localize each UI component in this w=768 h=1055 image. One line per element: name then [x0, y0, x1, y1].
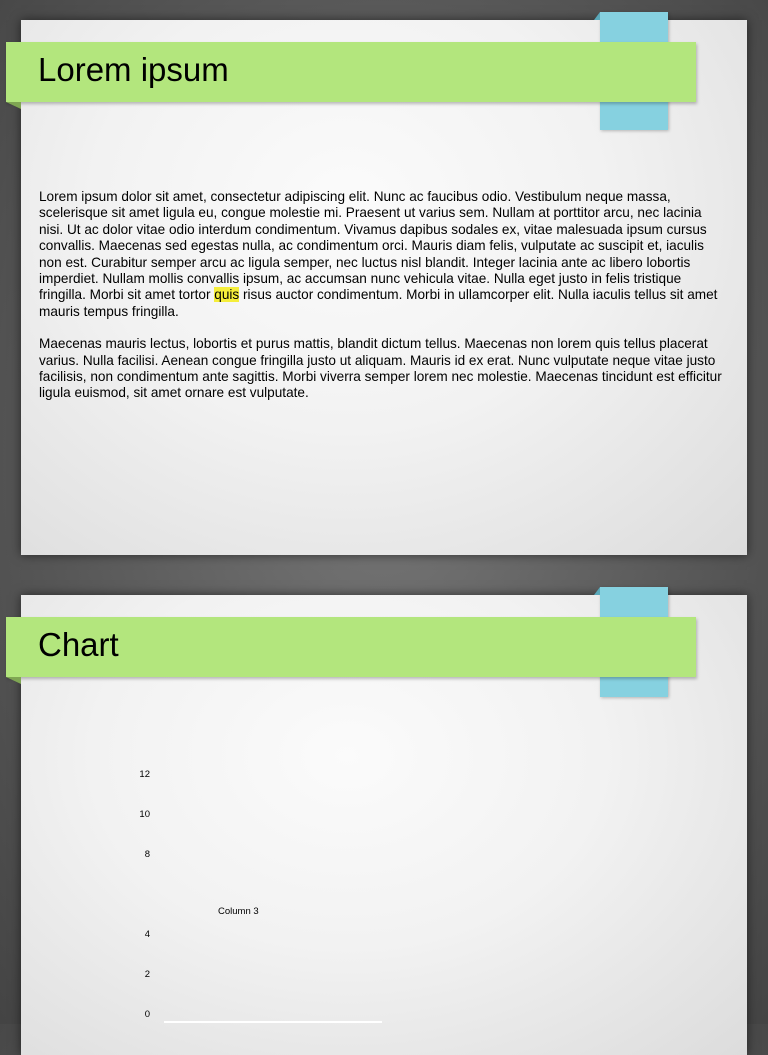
slide-chart[interactable]	[21, 595, 747, 1055]
paragraph-2: Maecenas mauris lectus, lobortis et purus mattis, blandit dictum tellus. Maecenas non lorem quis tellus placerat varius. Nulla facilisi. Aenean congue fringilla justo ut aliquam. Mauris id ex erat. Nunc vulputate neque vitae justo facilisis, non condimentum ante sagittis. Morbi viverra semper lorem nec molestie. Maecenas tincidunt est efficitur ligula euismod, sit amet ornare est vulputate.	[39, 336, 722, 401]
legend-entry: Column 3	[218, 906, 259, 917]
highlighted-word: quis	[214, 287, 240, 303]
slide-title: Chart	[38, 626, 119, 663]
y-tick-label: 12	[139, 769, 150, 780]
slide-lorem-ipsum[interactable]	[21, 20, 747, 555]
slide-title: Lorem ipsum	[38, 51, 229, 88]
y-tick-label: 0	[144, 1009, 150, 1020]
y-tick-label: 8	[144, 849, 150, 860]
paragraph-1-text-start: Lorem ipsum dolor sit amet, consectetur adipiscing elit. Nunc ac faucibus odio. Vestibulum neque massa, scelerisque sit amet ligula eu, congue molestie mi. Praesent ut varius sem. Nullam at porttitor arcu, nec lacinia nisi. Ut ac dolor vitae odio interdum condimentum. Vivamus dapibus sodales ex, vitae malesuada ipsum cursus convallis. Maecenas sed egestas nulla, ac condimentum orci. Mauris diam felis, vulputate ac suscipit et, iaculis non est. Curabitur semper arcu ac ligula semper, nec luctus nisl blandit. Integer lacinia ante ac libero lobortis imperdiet. Nullam mollis convallis ipsum, ac accumsan nunc vehicula vitae. Nulla eget justo in felis tristique fringilla. Morbi sit amet tortor	[39, 189, 707, 303]
y-tick-label: 10	[139, 809, 150, 820]
y-tick-label: 2	[144, 969, 150, 980]
slide-body	[39, 189, 729, 418]
chart	[21, 595, 747, 1055]
title-banner	[6, 42, 696, 102]
paragraph-1-text-end: risus auctor condimentum. Morbi in ullamcorper elit. Nulla iaculis tellus sit amet mauris tempus fringilla.	[39, 287, 718, 319]
y-tick-label: 4	[144, 929, 150, 940]
paragraph-1	[39, 189, 729, 320]
